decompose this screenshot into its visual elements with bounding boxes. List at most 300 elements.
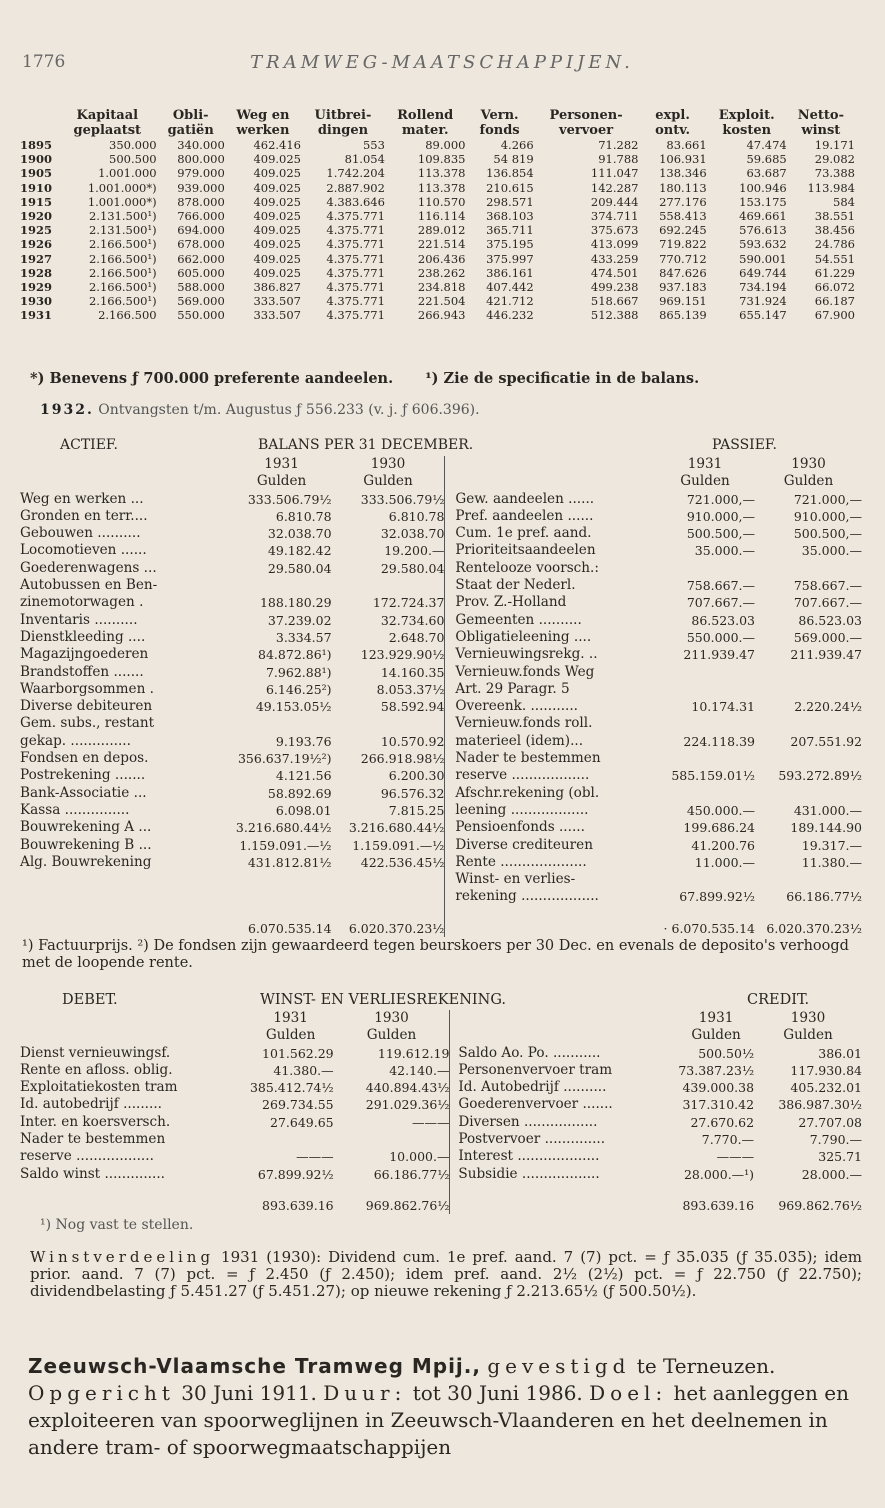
- column-separator: [445, 733, 455, 750]
- amount-cell: 3.334.57: [275, 629, 332, 645]
- column-header: dingen: [317, 123, 369, 138]
- amount-cell: [334, 1131, 450, 1148]
- value-cell: 649.744: [739, 265, 787, 280]
- amount-cell: 172.724.37: [372, 595, 445, 611]
- value-cell: 1.742.204: [326, 166, 385, 181]
- year-cell: 1928: [20, 265, 53, 280]
- amount-cell: 6.098.01: [275, 802, 332, 818]
- item-label: Prioriteitsaandeelen: [455, 542, 596, 559]
- table-row: [20, 308, 855, 322]
- column-header: fonds: [479, 123, 520, 138]
- amount-cell: [655, 785, 755, 802]
- amount-cell: 10.174.31: [691, 699, 755, 715]
- amount-cell: 910.000,—: [686, 508, 755, 524]
- value-cell: 421.712: [486, 294, 534, 309]
- amount-cell: 758.667.—: [793, 578, 862, 594]
- amount-cell: [332, 888, 445, 905]
- year-header: 1930: [374, 1010, 409, 1026]
- table-row: [20, 525, 862, 542]
- amount-cell: [755, 785, 862, 802]
- amount-cell: 19.200.—: [384, 543, 445, 559]
- value-cell: 847.626: [659, 265, 707, 280]
- winst-heading: [22, 992, 862, 1012]
- value-cell: 407.442: [486, 280, 534, 295]
- item-label: Waarborgsommen .: [20, 680, 154, 697]
- statistics-header-row: [20, 123, 855, 138]
- table-row: [20, 577, 862, 594]
- column-separator: [450, 1114, 458, 1131]
- value-cell: 584: [833, 194, 855, 209]
- value-cell: 2.887.902: [326, 180, 385, 195]
- value-cell: 277.176: [659, 194, 707, 209]
- value-cell: 71.282: [598, 138, 639, 152]
- value-cell: 333.507: [253, 308, 301, 323]
- spacer: [20, 473, 232, 490]
- value-cell: 766.000: [177, 209, 225, 224]
- amount-cell: 28.000.—: [801, 1166, 862, 1182]
- amount-cell: ———: [296, 1149, 334, 1165]
- value-cell: 678.000: [177, 237, 225, 252]
- winstverdeeling-text: 1931 (1930): Dividend cum. 1e pref. aand. 7 (7) pct. = ƒ 35.035 (ƒ 35.035); idem prior. aand. 7 (7) pct. = ƒ 2.450 (ƒ 2.450); idem pref. aand. 2½ (2½) pct. = ƒ 22.750 (ƒ 22.750); dividendbelasting ƒ 5.451.27 (ƒ 5.451.27); op nieuwe rekening ƒ 2.213.65½ (ƒ 500.50½).: [30, 1248, 862, 1300]
- amount-cell: [232, 871, 332, 888]
- amount-cell: 1.159.091.—½: [239, 837, 332, 853]
- item-label: Gew. aandeelen ......: [455, 490, 595, 507]
- year-cell: 1927: [20, 251, 53, 266]
- footnote-specificatie: ¹) Zie de specificatie in de balans.: [425, 370, 700, 387]
- item-label: Diverse crediteuren: [455, 836, 593, 853]
- amount-cell: 117.930.84: [790, 1062, 862, 1078]
- item-label: [20, 888, 232, 905]
- amount-cell: 269.734.55: [262, 1097, 334, 1113]
- total-cell: 893.639.16: [682, 1197, 755, 1213]
- amount-cell: 35.000.—: [801, 543, 862, 559]
- item-label: Prov. Z.-Holland: [455, 594, 567, 611]
- ledger-header-row: [20, 456, 862, 473]
- currency-header: Gulden: [680, 473, 730, 490]
- amount-cell: 439.000.38: [682, 1080, 755, 1096]
- winst-title: WINST- EN VERLIESREKENING.: [260, 992, 506, 1008]
- table-row: [20, 646, 862, 663]
- amount-cell: [655, 871, 755, 888]
- value-cell: 180.113: [659, 180, 707, 195]
- statistics-header-row: [20, 108, 855, 123]
- value-cell: 368.103: [486, 209, 534, 224]
- item-label: Brandstoffen .......: [20, 663, 144, 680]
- amount-cell: 7.962.88¹): [265, 664, 332, 680]
- ledger-header-row: [20, 1010, 862, 1027]
- column-header: Personen-: [549, 108, 623, 123]
- value-cell: 1.001.000*): [87, 194, 157, 209]
- amount-cell: [655, 750, 755, 767]
- page-number: 1776: [22, 52, 66, 72]
- column-separator: [445, 871, 455, 888]
- ledger-header-row: [20, 473, 862, 490]
- value-cell: 569.000: [177, 294, 225, 309]
- value-cell: 100.946: [739, 180, 787, 195]
- year-cell: 1915: [20, 194, 53, 209]
- amount-cell: 6.810.78: [388, 508, 445, 524]
- value-cell: 138.346: [659, 166, 707, 181]
- table-row: [20, 1079, 862, 1096]
- spacer: [458, 1183, 678, 1214]
- amount-cell: 2.220.24½: [794, 699, 862, 715]
- amount-cell: 189.144.90: [790, 820, 862, 836]
- amount-cell: 66.186.77½: [786, 889, 862, 905]
- value-cell: 66.072: [814, 280, 855, 295]
- statistics-table: [20, 108, 855, 323]
- opgericht-label: Opgericht: [28, 1381, 175, 1405]
- column-separator: [445, 560, 455, 577]
- spacer: [20, 1027, 248, 1044]
- item-label: Autobussen en Ben-: [20, 577, 158, 594]
- column-separator: [445, 888, 455, 905]
- column-header: Netto-: [797, 108, 844, 123]
- duur-label: Duur:: [323, 1381, 407, 1405]
- statistics-footnote: [30, 370, 865, 387]
- value-cell: 386.161: [486, 265, 534, 280]
- item-label: leening ..................: [455, 801, 589, 818]
- table-row: [20, 594, 862, 611]
- amount-cell: 7.790.—: [809, 1132, 862, 1148]
- table-row: [20, 1062, 862, 1079]
- column-separator: [450, 1183, 458, 1214]
- item-label: Art. 29 Paragr. 5: [455, 680, 570, 697]
- value-cell: 91.788: [598, 152, 639, 167]
- item-label: Staat der Nederl.: [455, 577, 576, 594]
- value-cell: 409.025: [253, 209, 301, 224]
- value-cell: 350.000: [109, 138, 157, 152]
- value-cell: 433.259: [590, 251, 639, 266]
- value-cell: 238.262: [417, 265, 466, 280]
- table-row: [20, 252, 855, 266]
- amount-cell: 32.038.70: [267, 526, 332, 542]
- item-label: Winst- en verlies-: [455, 871, 576, 888]
- item-label: Rentelooze voorsch.:: [455, 559, 599, 576]
- receipts-text: Ontvangsten t/m. Augustus ƒ 556.233 (v. j. ƒ 606.396).: [98, 402, 480, 418]
- company-name: Zeeuwsch-Vlaamsche Tramweg Mpij.,: [28, 1354, 481, 1378]
- table-row: [20, 750, 862, 767]
- winstverdeeling-paragraph: [30, 1249, 862, 1300]
- amount-cell: 500.50½: [698, 1045, 755, 1061]
- table-row: [20, 166, 855, 180]
- column-separator: [445, 629, 455, 646]
- amount-cell: 500.500,—: [686, 526, 755, 542]
- amount-cell: 405.232.01: [790, 1080, 862, 1096]
- year-cell: 1895: [20, 138, 53, 152]
- currency-header: Gulden: [363, 473, 413, 490]
- amount-cell: 41.380.—: [273, 1062, 334, 1078]
- table-row: [20, 819, 862, 836]
- year-header: 1930: [370, 456, 406, 472]
- value-cell: 4.375.771: [326, 294, 385, 309]
- amount-cell: ———: [411, 1114, 450, 1130]
- value-cell: 770.712: [659, 251, 707, 266]
- value-cell: 462.416: [253, 138, 301, 152]
- value-cell: 719.822: [659, 237, 707, 252]
- debet-label: DEBET.: [62, 992, 118, 1008]
- spacer: [20, 1183, 248, 1214]
- item-label: Id. Autobedrijf ..........: [458, 1079, 607, 1096]
- value-cell: 66.187: [814, 294, 855, 309]
- amount-cell: 721.000,—: [793, 491, 862, 507]
- amount-cell: 431.000.—: [793, 802, 862, 818]
- table-row: [20, 195, 855, 209]
- amount-cell: 385.412.74½: [249, 1080, 334, 1096]
- item-label: Diversen .................: [458, 1113, 598, 1130]
- amount-cell: [755, 664, 862, 681]
- value-cell: 518.667: [590, 294, 639, 309]
- amount-cell: 211.939.47: [683, 647, 755, 663]
- amount-cell: 29.580.04: [380, 560, 445, 576]
- value-cell: 113.378: [417, 166, 466, 181]
- table-row: [20, 698, 862, 715]
- year-header: 1931: [698, 1010, 734, 1026]
- amount-cell: [248, 1131, 334, 1148]
- year-header: 1931: [264, 456, 299, 472]
- amount-cell: [232, 888, 332, 905]
- amount-cell: 58.592.94: [380, 699, 445, 715]
- value-cell: 54 819: [493, 152, 534, 167]
- value-cell: 375.673: [590, 223, 639, 238]
- amount-cell: [232, 577, 332, 594]
- amount-cell: 6.200.30: [388, 768, 445, 784]
- amount-cell: 431.812.81½: [247, 854, 332, 870]
- value-cell: 54.551: [814, 251, 855, 266]
- amount-cell: 28.000.—¹): [683, 1166, 755, 1182]
- value-cell: 19.171: [814, 138, 855, 152]
- item-label: Nader te bestemmen: [20, 1131, 166, 1148]
- amount-cell: 35.000.—: [694, 543, 755, 559]
- value-cell: 113.378: [417, 180, 466, 195]
- value-cell: 409.025: [253, 194, 301, 209]
- value-cell: 692.245: [659, 223, 707, 238]
- total-cell: 969.862.76½: [365, 1197, 450, 1213]
- amount-cell: 6.810.78: [275, 508, 332, 524]
- item-label: Vernieuwingsrekg. ..: [455, 646, 598, 663]
- column-separator: [445, 612, 455, 629]
- amount-cell: 1.159.091.—½: [352, 837, 445, 853]
- column-header: Weg en: [236, 108, 290, 123]
- column-header: werken: [236, 123, 290, 138]
- amount-cell: 199.686.24: [683, 820, 755, 836]
- balance-table: [20, 456, 862, 937]
- value-cell: 136.854: [486, 166, 534, 181]
- amount-cell: 7.770.—: [701, 1132, 755, 1148]
- item-label: Alg. Bouwrekening: [20, 853, 152, 870]
- credit-label: CREDIT.: [747, 992, 810, 1008]
- column-header: Exploit.: [718, 108, 775, 123]
- item-label: materieel (idem)...: [455, 732, 584, 749]
- amount-cell: [755, 681, 862, 698]
- amount-cell: 27.649.65: [270, 1114, 334, 1130]
- value-cell: 24.786: [814, 237, 855, 252]
- amount-cell: 27.707.08: [798, 1114, 862, 1130]
- item-label: Exploitatiekosten tram: [20, 1079, 178, 1096]
- item-label: Vernieuw.fonds roll.: [455, 715, 593, 732]
- amount-cell: 96.576.32: [380, 785, 445, 801]
- column-separator: [445, 698, 455, 715]
- balance-heading: [22, 437, 862, 457]
- table-row: [20, 181, 855, 195]
- amount-cell: 422.536.45½: [360, 854, 445, 870]
- value-cell: 500.500: [109, 152, 157, 167]
- item-label: Bouwrekening A ...: [20, 819, 152, 836]
- table-row: [20, 209, 855, 223]
- amount-cell: 450.000.—: [686, 802, 755, 818]
- amount-cell: 49.182.42: [267, 543, 332, 559]
- currency-header: Gulden: [691, 1027, 741, 1044]
- opgericht-value: 30 Juni 1911.: [174, 1381, 317, 1405]
- value-cell: 110.570: [417, 194, 466, 209]
- value-cell: 142.287: [590, 180, 639, 195]
- table-row: [20, 542, 862, 559]
- currency-header: Gulden: [366, 1027, 417, 1044]
- amount-cell: 11.380.—: [801, 854, 862, 870]
- value-cell: 2.166.500¹): [88, 265, 157, 280]
- value-cell: 553: [362, 138, 385, 152]
- value-cell: 111.047: [590, 166, 639, 181]
- amount-cell: 58.892.69: [267, 785, 332, 801]
- year-cell: 1930: [20, 294, 53, 309]
- value-cell: 694.000: [177, 223, 225, 238]
- amount-cell: 3.216.680.44½: [348, 820, 445, 836]
- table-row: [20, 294, 855, 308]
- amount-cell: [332, 577, 445, 594]
- table-row: [20, 802, 862, 819]
- table-row: [20, 664, 862, 681]
- value-cell: 937.183: [659, 280, 707, 295]
- item-label: rekening ..................: [455, 888, 599, 905]
- amount-cell: 500.500,—: [793, 526, 862, 542]
- item-label: Obligatieleening ....: [455, 628, 592, 645]
- table-row: [20, 1148, 862, 1165]
- value-cell: 206.436: [417, 251, 466, 266]
- item-label: Postvervoer ..............: [458, 1131, 606, 1148]
- item-label: Locomotieven ......: [20, 542, 147, 559]
- value-cell: 4.375.771: [326, 308, 385, 323]
- amount-cell: 7.815.25: [388, 802, 445, 818]
- amount-cell: 207.551.92: [790, 733, 862, 749]
- value-cell: 340.000: [177, 138, 225, 152]
- total-cell: 893.639.16: [262, 1197, 334, 1213]
- value-cell: 409.025: [253, 223, 301, 238]
- amount-cell: [332, 871, 445, 888]
- spacer: [455, 906, 655, 937]
- value-cell: 83.661: [666, 138, 707, 152]
- value-cell: 73.388: [814, 166, 855, 181]
- value-cell: 4.375.771: [326, 223, 385, 238]
- value-cell: 409.025: [253, 152, 301, 167]
- column-header: geplaatst: [73, 123, 142, 138]
- item-label: Personenvervoer tram: [458, 1061, 613, 1078]
- amount-cell: [755, 560, 862, 577]
- item-label: Saldo Ao. Po. ...........: [458, 1044, 601, 1061]
- table-row: [20, 266, 855, 280]
- column-header: Kapitaal: [76, 108, 139, 123]
- spacer: [20, 1010, 248, 1027]
- amount-cell: 211.939.47: [790, 647, 862, 663]
- column-separator: [445, 664, 455, 681]
- value-cell: 375.997: [486, 251, 534, 266]
- currency-header: Gulden: [265, 1027, 316, 1044]
- table-row: [20, 138, 855, 152]
- column-separator: [445, 802, 455, 819]
- item-label: Goederenvervoer .......: [458, 1096, 613, 1113]
- value-cell: 662.000: [177, 251, 225, 266]
- column-separator: [450, 1045, 458, 1062]
- column-header: Obli-: [172, 108, 209, 123]
- value-cell: 409.025: [253, 265, 301, 280]
- year-cell: 1931: [20, 308, 53, 323]
- value-cell: 221.504: [417, 294, 466, 309]
- value-cell: 588.000: [177, 280, 225, 295]
- amount-cell: 758.667.—: [686, 578, 755, 594]
- item-label: Inter. en koersversch.: [20, 1113, 171, 1130]
- item-label: Saldo winst ..............: [20, 1165, 165, 1182]
- column-header: vervoer: [559, 123, 614, 138]
- column-separator: [445, 715, 455, 732]
- value-cell: 4.375.771: [326, 280, 385, 295]
- column-separator: [450, 1079, 458, 1096]
- amount-cell: 37.239.02: [267, 612, 332, 628]
- item-label: Dienstkleeding ....: [20, 628, 146, 645]
- amount-cell: 14.160.35: [380, 664, 445, 680]
- item-label: reserve ..................: [455, 767, 590, 784]
- currency-header: Gulden: [783, 1027, 833, 1044]
- amount-cell: 188.180.29: [259, 595, 332, 611]
- item-label: reserve ..................: [20, 1148, 154, 1165]
- amount-cell: [655, 681, 755, 698]
- value-cell: 2.166.500¹): [88, 251, 157, 266]
- value-cell: 4.375.771: [326, 265, 385, 280]
- column-separator: [450, 1166, 458, 1183]
- table-row: [20, 871, 862, 888]
- value-cell: 153.175: [739, 194, 787, 209]
- value-cell: 61.229: [814, 265, 855, 280]
- item-label: Vernieuw.fonds Weg: [455, 663, 595, 680]
- amount-cell: 224.118.39: [683, 733, 755, 749]
- value-cell: 446.232: [486, 308, 534, 323]
- amount-cell: 325.71: [818, 1149, 862, 1165]
- value-cell: 558.413: [659, 209, 707, 224]
- amount-cell: 8.053.37½: [376, 681, 445, 697]
- value-cell: 374.711: [590, 209, 639, 224]
- value-cell: 939.000: [177, 180, 225, 195]
- running-title: TRAMWEG-MAATSCHAPPIJEN.: [250, 52, 634, 73]
- value-cell: 333.507: [253, 294, 301, 309]
- value-cell: 499.238: [590, 280, 639, 295]
- value-cell: 298.571: [486, 194, 534, 209]
- year-cell: 1926: [20, 237, 53, 252]
- spacer: [455, 456, 655, 473]
- column-header: kosten: [722, 123, 772, 138]
- column-header: winst: [801, 123, 841, 138]
- table-row: [20, 733, 862, 750]
- table-row: [20, 152, 855, 166]
- column-separator: [450, 1096, 458, 1113]
- value-cell: 209.444: [590, 194, 639, 209]
- column-separator: [450, 1027, 458, 1044]
- amount-cell: ———: [716, 1149, 755, 1165]
- amount-cell: 356.637.19½²): [237, 751, 332, 767]
- value-cell: 1.001.000*): [87, 180, 157, 195]
- value-cell: 29.082: [814, 152, 855, 167]
- amount-cell: 86.523.03: [691, 612, 755, 628]
- item-label: Weg en werken ...: [20, 490, 144, 507]
- item-label: Rente ....................: [455, 853, 587, 870]
- amount-cell: 11.000.—: [694, 854, 755, 870]
- column-separator: [450, 1148, 458, 1165]
